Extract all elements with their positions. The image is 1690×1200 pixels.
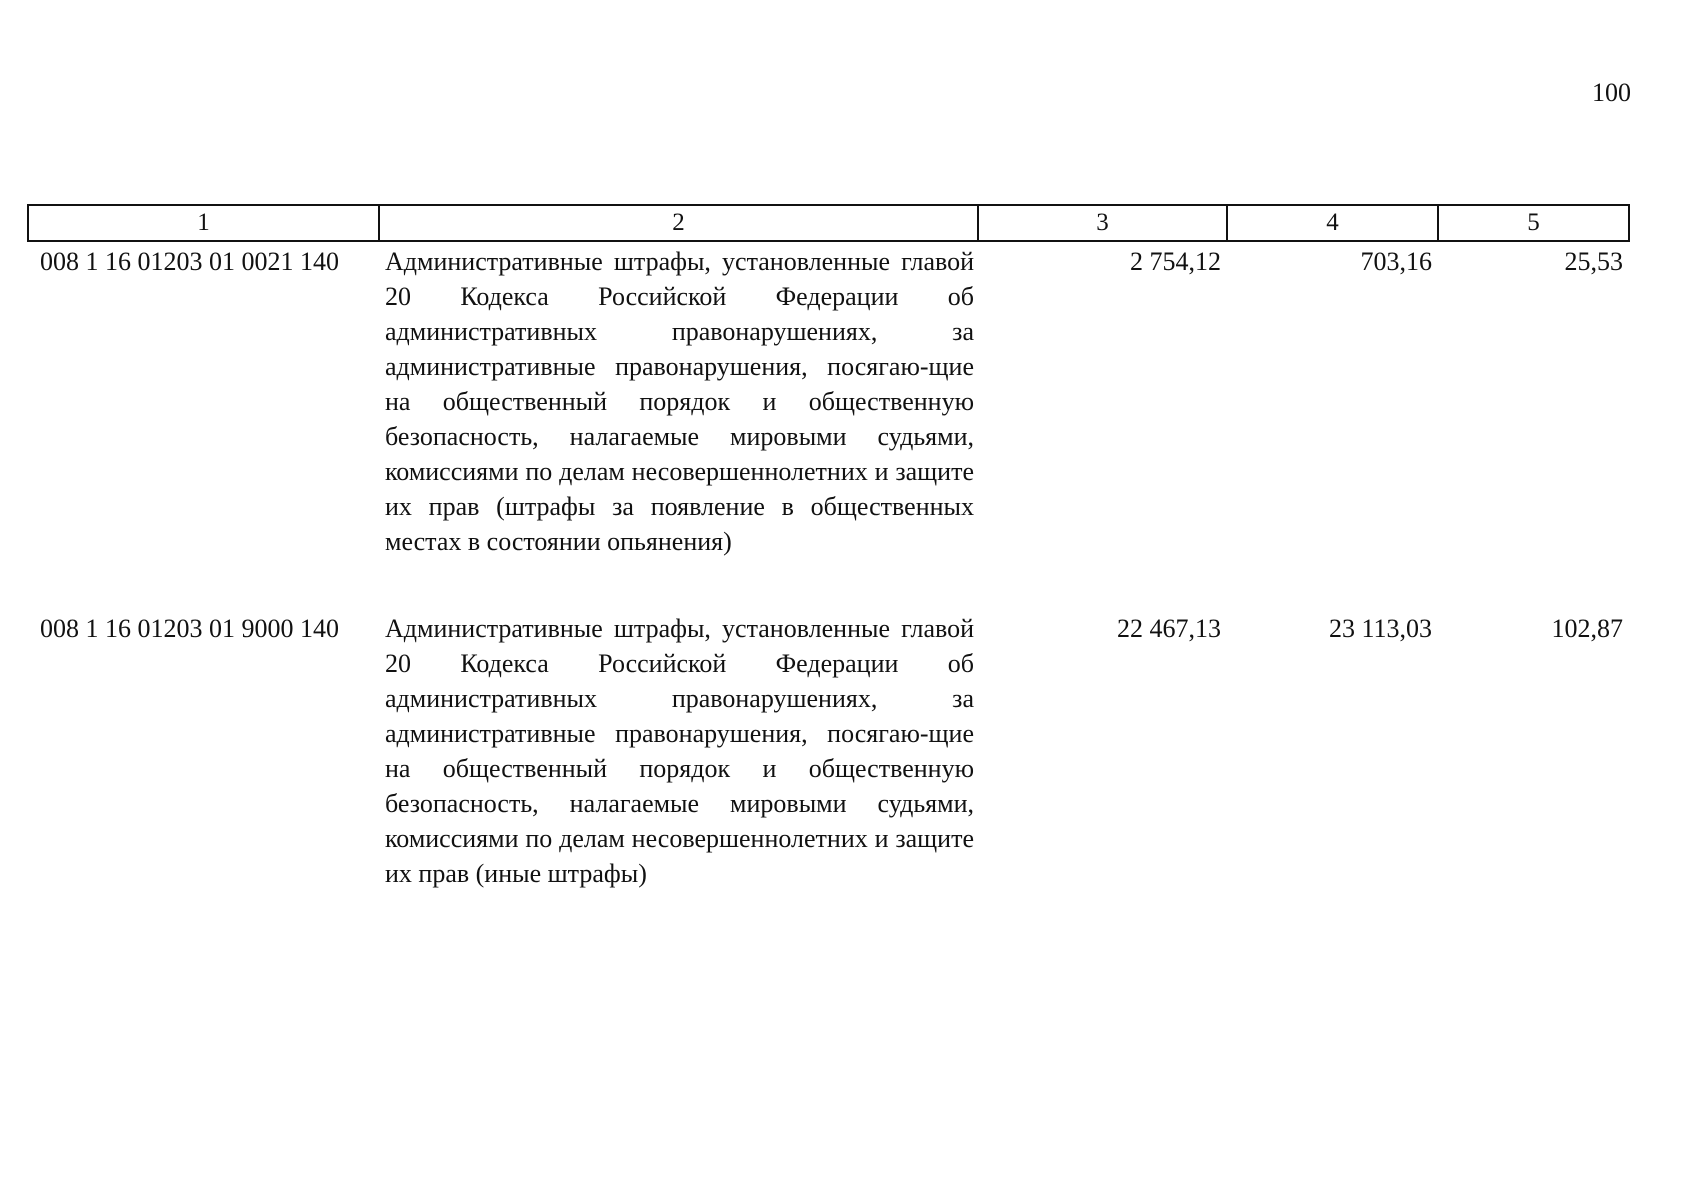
row-value-col5: 102,87 [1551, 614, 1623, 643]
header-col-3: 3 [978, 205, 1227, 241]
budget-table [27, 204, 1630, 891]
header-col-2: 2 [379, 205, 978, 241]
row-value-col3: 2 754,12 [1130, 247, 1221, 276]
row-value-col4: 703,16 [1360, 247, 1432, 276]
row-description: Административные штрафы, установленные главой 20 Кодекса Российской Федерации об административных правонарушениях, за административные правонарушения, посягаю-щие на общественный порядок и общественную безопасность, налагаемые мировыми судьями, комиссиями по делам несовершеннолетних и защите их прав (иные штрафы) [385, 614, 974, 888]
table-row [28, 609, 1629, 891]
row-code: 008 1 16 01203 01 0021 140 [40, 247, 339, 276]
row-value-col5: 25,53 [1564, 247, 1623, 276]
row-value-col3: 22 467,13 [1117, 614, 1221, 643]
row-value-col4: 23 113,03 [1328, 614, 1432, 643]
row-spacer [28, 559, 1629, 609]
row-description: Административные штрафы, установленные главой 20 Кодекса Российской Федерации об административных правонарушениях, за административные правонарушения, посягаю-щие на общественный порядок и общественную безопасность, налагаемые мировыми судьями, комиссиями по делам несовершеннолетних и защите их прав (штрафы за появление в общественных местах в состоянии опьянения) [385, 247, 974, 556]
table-row [28, 241, 1629, 559]
table-header-row [28, 205, 1629, 241]
row-code: 008 1 16 01203 01 9000 140 [40, 614, 339, 643]
header-col-4: 4 [1227, 205, 1438, 241]
header-col-1: 1 [28, 205, 379, 241]
page-number: 100 [1592, 78, 1631, 107]
header-col-5: 5 [1438, 205, 1629, 241]
